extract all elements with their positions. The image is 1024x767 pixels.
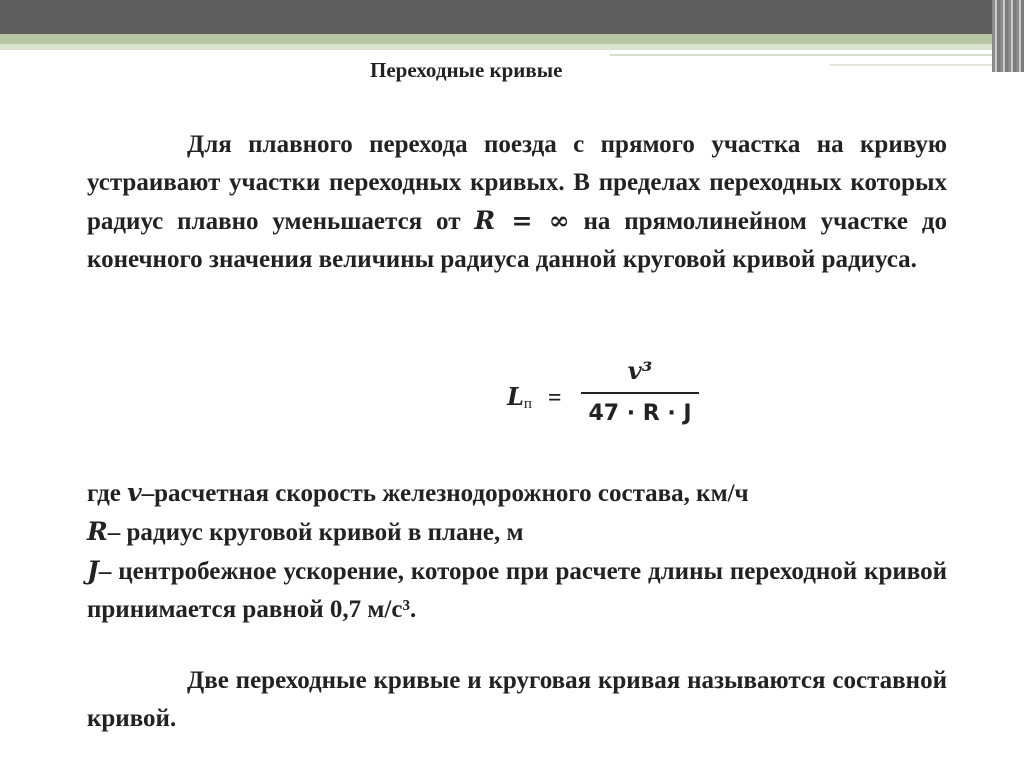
decorative-stripes: [992, 0, 1024, 72]
slide-title: Переходные кривые: [370, 58, 563, 82]
definition-text: – центробежное ускорение, которое при расчете длины переходной кривой принимается равной 0,7 м/с³.: [87, 558, 947, 623]
intro-paragraph: [87, 126, 947, 279]
definition-text: – радиус круговой кривой в плане, м: [107, 519, 524, 546]
formula-equals: =: [547, 385, 562, 411]
formula-subscript: п: [523, 396, 532, 412]
definition-symbol: R: [87, 517, 108, 546]
definition-symbol: J: [87, 556, 99, 585]
definition-item: [87, 552, 947, 629]
slide-accent-bar: [0, 34, 1024, 44]
formula-numerator: v³: [627, 356, 653, 385]
slide-header-bar: [0, 0, 1024, 34]
formula-denominator: 47 · R · J: [588, 401, 692, 426]
intro-text-a: Для плавного перехода поезда с прямого участка на кривую устраивают участки переходных кривых. В пределах переходных которых радиус плавно уменьшается от: [87, 131, 947, 235]
decorative-line: [830, 64, 1004, 66]
intro-text-b: на прямолинейном участке до конечного значения величины радиуса данной круговой кривой радиуса.: [87, 208, 947, 273]
formula-fraction: [581, 352, 699, 432]
definition-item: где v–расчетная скорость железнодорожного состава, км/ч: [87, 478, 749, 507]
closing-paragraph: [87, 662, 947, 738]
definition-text: –расчетная скорость железнодорожного состава, км/ч: [141, 480, 749, 507]
decorative-line: [610, 54, 1004, 56]
formula-symbol-l: L: [507, 382, 524, 411]
math-r-infinity: R = ∞: [474, 206, 570, 235]
fraction-bar: [581, 392, 699, 394]
definition-item: [87, 513, 947, 552]
definition-symbol: v: [127, 478, 142, 507]
slide-accent-bar-light: [0, 44, 1024, 50]
definitions-list: [87, 474, 947, 629]
formula-lhs: [507, 382, 562, 413]
closing-text: Две переходные кривые и круговая кривая называются составной кривой.: [87, 667, 947, 732]
